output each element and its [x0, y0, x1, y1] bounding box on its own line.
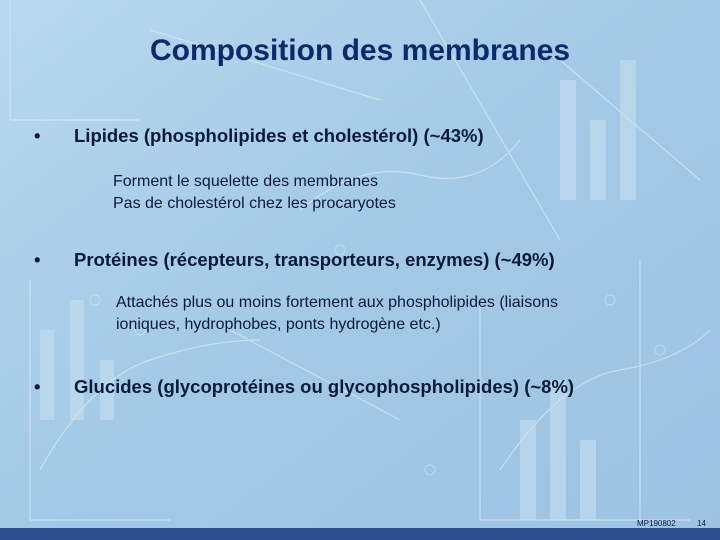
- bullet-dot-icon: •: [34, 125, 41, 146]
- slide-title: Composition des membranes: [149, 34, 571, 67]
- bullet-label: Glucides (glycoprotéines ou glycophospholipides) (~8%): [74, 376, 575, 397]
- bullet-proteines-detail-2: ioniques, hydrophobes, ponts hydrogène etc.): [116, 316, 441, 333]
- bullet-label: Lipides (phospholipides et cholestérol) (~43%): [74, 125, 484, 146]
- bullet-label: Protéines (récepteurs, transporteurs, enzymes) (~49%): [74, 249, 555, 270]
- bullet-dot-icon: •: [34, 249, 41, 270]
- bullet-dot-icon: •: [34, 376, 41, 397]
- footer-code: MP190802: [637, 519, 676, 528]
- page-number: 14: [697, 519, 706, 528]
- footer-bar: [0, 528, 720, 540]
- bullet-lipides-detail-1: Forment le squelette des membranes: [113, 173, 379, 190]
- bullet-proteines-detail-1: Attachés plus ou moins fortement aux phospholipides (liaisons: [116, 294, 559, 311]
- bullet-lipides-detail-2: Pas de cholestérol chez les procaryotes: [113, 195, 396, 212]
